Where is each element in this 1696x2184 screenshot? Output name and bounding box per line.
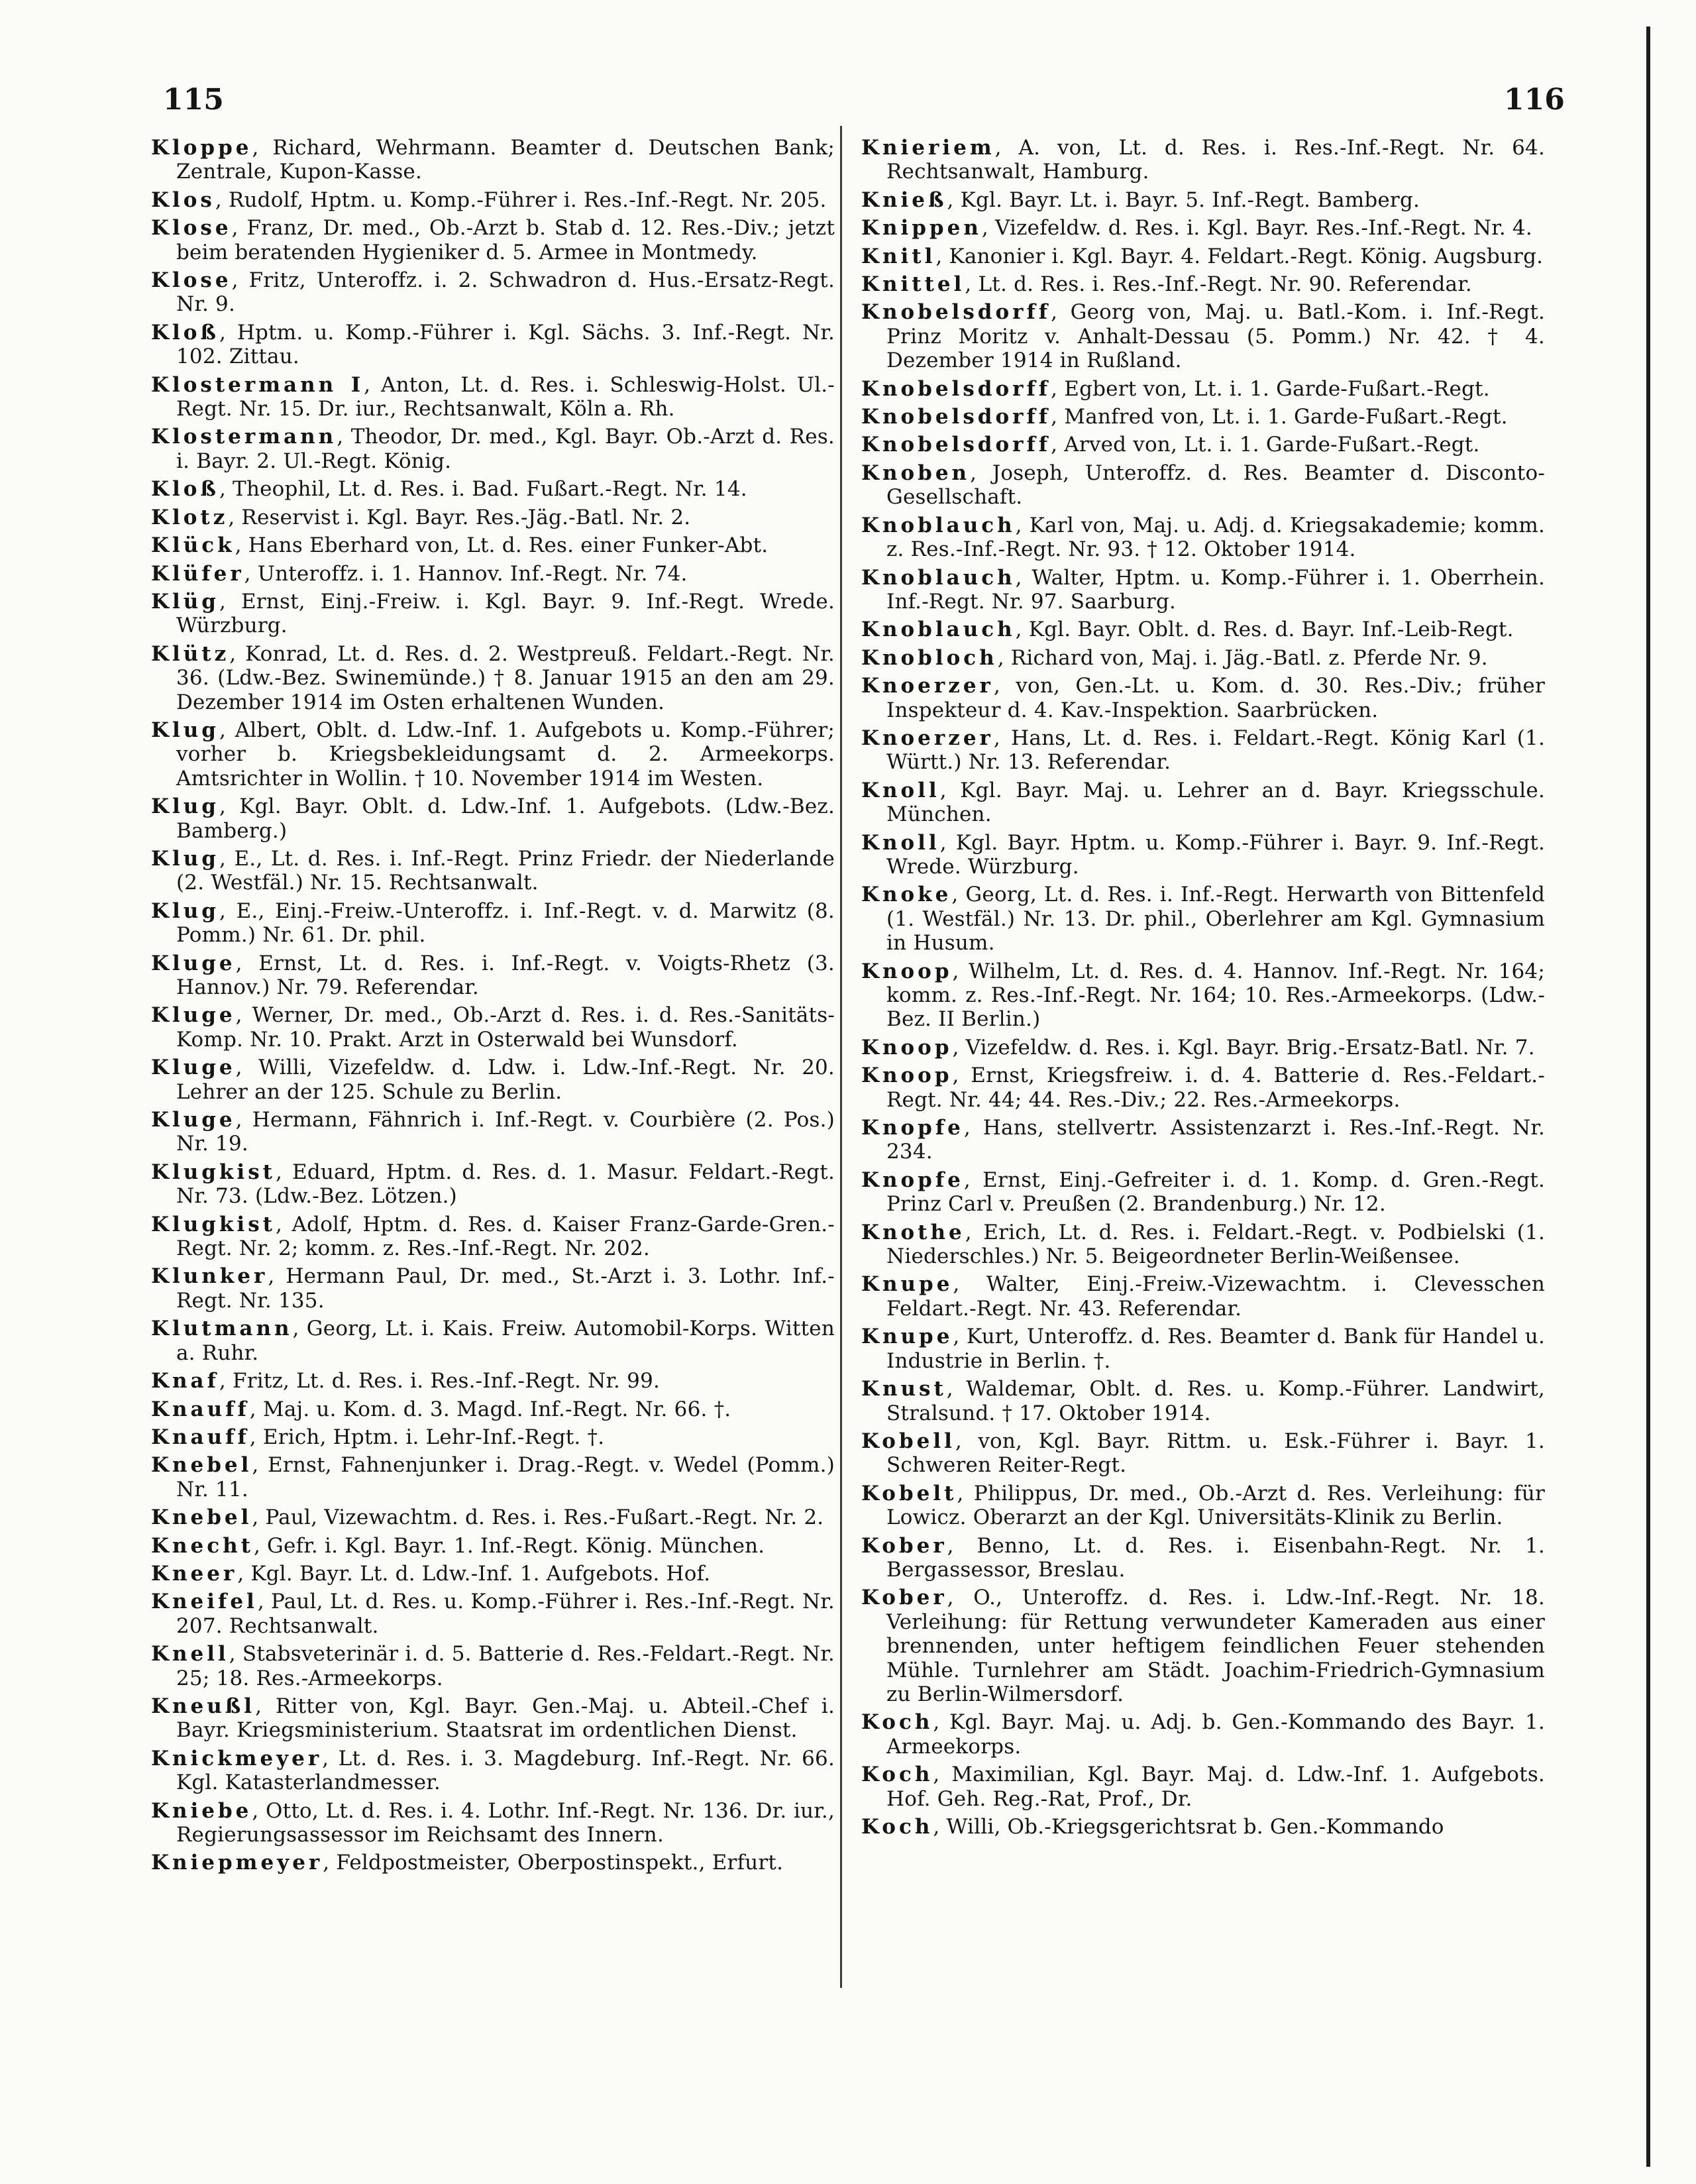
entry [151,1003,835,1052]
entry-text: , Ritter von, Kgl. Bayr. Gen.-Maj. u. Abteil.-Chef i. Bayr. Kriegsministerium. Staatsrat im ordentlichen Dienst. [176,1694,835,1743]
entry [861,188,1545,212]
entry [151,1851,835,1875]
entry-name: Knauff [151,1425,250,1449]
entry [861,1325,1545,1373]
entry [861,1064,1545,1112]
entry-text: , Karl von, Maj. u. Adj. d. Kriegsakademie; komm. z. Res.-Inf.-Regt. Nr. 93. † 12. Oktober 1914. [886,513,1545,562]
entry-text: , Richard von, Maj. i. Jäg.-Batl. z. Pferde Nr. 9. [997,645,1488,670]
entry-name: Knust [861,1377,947,1401]
entry-name: Knoll [861,830,940,855]
entry [151,373,835,421]
entry-name: Knoerzer [861,726,994,750]
entry [861,883,1545,955]
entry [151,794,835,843]
entry-name: Kluge [151,1003,236,1028]
entry [151,1799,835,1847]
entry-name: Knebel [151,1453,252,1478]
entry [861,831,1545,879]
entry-name: Knecht [151,1533,254,1558]
entry-text: , Benno, Lt. d. Res. i. Eisenbahn-Regt. Nr. 1. Bergassessor, Breslau. [886,1533,1545,1582]
entry [861,377,1545,401]
entry [151,1505,835,1529]
entry [151,188,835,212]
entry [151,1397,835,1421]
entry [861,514,1545,562]
entry-name: Knobelsdorff [861,376,1051,401]
entry [861,1534,1545,1582]
entry-name: Kloß [151,320,219,345]
entry-text: , Stabsveterinär i. d. 5. Batterie d. Res.-Feldart.-Regt. Nr. 25; 18. Res.-Armeekorps. [176,1642,835,1690]
entry [151,506,835,529]
page-number-right: 116 [1504,83,1565,117]
entry-name: Klos [151,188,215,212]
entry-text: , Willi, Vizefeldw. d. Ldw. i. Ldw.-Inf.-Regt. Nr. 20. Lehrer an der 125. Schule zu Berlin. [176,1056,835,1104]
entry-name: Klutmann [151,1317,293,1341]
entry-name: Knopfe [861,1168,964,1192]
entry [861,726,1545,775]
entry-name: Knoblauch [861,618,1016,642]
entry [151,1056,835,1104]
entry-text: , Rudolf, Hptm. u. Komp.-Führer i. Res.-Inf.-Regt. Nr. 205. [215,188,827,212]
entry [861,618,1545,641]
entry [151,642,835,714]
entry [861,1036,1545,1060]
entry-text: , Konrad, Lt. d. Res. d. 2. Westpreuß. Feldart.-Regt. Nr. 36. (Ldw.-Bez. Swinemünde.) † 8. Januar 1915 an den am 29. Dezember 1914 im Osten erhaltenen Wunden. [176,641,835,714]
entry-text: , Philippus, Dr. med., Ob.-Arzt d. Res. Verleihung: für Lowicz. Oberarzt an der Kgl. Universitäts-Klinik zu Berlin. [886,1481,1545,1530]
entry-name: Knupe [861,1325,953,1349]
entry [151,1264,835,1313]
entry-text: , Anton, Lt. d. Res. i. Schleswig-Holst. Ul.-Regt. Nr. 15. Dr. iur., Rechtsanwalt, Köln a. Rh. [176,372,835,421]
entry-name: Klostermann I [151,372,364,397]
entry [861,1586,1545,1706]
entry [861,1377,1545,1425]
entry-text: , Hptm. u. Komp.-Führer i. Kgl. Sächs. 3. Inf.-Regt. Nr. 102. Zittau. [176,320,835,369]
entry-name: Kluge [151,951,236,975]
entry-name: Knickmeyer [151,1746,323,1771]
entry-name: Kobell [861,1429,955,1453]
entry-name: Klug [151,794,219,819]
entry-text: , Ernst, Lt. d. Res. i. Inf.-Regt. v. Voigts-Rhetz (3. Hannov.) Nr. 79. Referendar. [176,951,835,999]
entry-text: , Kgl. Bayr. Lt. d. Ldw.-Inf. 1. Aufgebots. Hof. [237,1561,711,1586]
column-divider [840,126,842,1988]
entry-text: , Ernst, Einj.-Gefreiter i. d. 1. Komp. d. Gren.-Regt. Prinz Carl v. Preußen (2. Brandenburg.) Nr. 12. [886,1168,1545,1217]
entry-name: Klug [151,899,219,923]
entry [861,1710,1545,1759]
entry-text: , Joseph, Unteroffz. d. Res. Beamter d. Disconto-Gesellschaft. [886,461,1545,510]
entry-text: , Willi, Ob.-Kriegsgerichtsrat b. Gen.-Kommando [933,1815,1444,1839]
entry-text: , Paul, Vizewachtm. d. Res. i. Res.-Fußart.-Regt. Nr. 2. [252,1505,824,1530]
entry-text: , Adolf, Hptm. d. Res. d. Kaiser Franz-Garde-Gren.-Regt. Nr. 2; komm. z. Res.-Inf.-Regt. Nr. 202. [176,1212,835,1261]
entry-text: , Franz, Dr. med., Ob.-Arzt b. Stab d. 12. Res.-Div.; jetzt beim beratenden Hygieniker d. 5. Armee in Montmedy. [176,216,835,264]
entry-name: Knittel [861,272,965,297]
entry-name: Klug [151,846,219,871]
entry-text: , Ernst, Kriegsfreiw. i. d. 4. Batterie d. Res.-Feldart.-Regt. Nr. 44; 44. Res.-Div.; 22. Res.-Armeekorps. [886,1064,1545,1112]
entry [861,216,1545,240]
entry-name: Klugkist [151,1160,276,1184]
entry-name: Klüg [151,589,219,614]
entry-name: Knieß [861,188,947,212]
entry [151,1534,835,1558]
entry [151,216,835,264]
entry-text: , Erich, Hptm. i. Lehr-Inf.-Regt. †. [249,1425,605,1449]
entry-text: , Hans, stellvertr. Assistenzarzt i. Res.-Inf.-Regt. Nr. 234. [886,1116,1545,1164]
entry-name: Knopfe [861,1116,964,1140]
entry [861,1221,1545,1269]
entry [861,674,1545,722]
entry-name: Knoll [861,778,940,802]
entry [861,1482,1545,1530]
entry-text: , E., Einj.-Freiw.-Unteroffz. i. Inf.-Regt. v. d. Marwitz (8. Pomm.) Nr. 61. Dr. phil. [176,899,835,948]
entry [151,952,835,1000]
entry-name: Kloppe [151,136,252,160]
entry-name: Kloß [151,477,219,502]
entry [151,1317,835,1365]
entry [861,405,1545,429]
entry-name: Kneifel [151,1590,258,1614]
entry-name: Klose [151,268,232,293]
entry-text: , Kgl. Bayr. Oblt. d. Res. d. Bayr. Inf.-Leib-Regt. [1015,618,1514,642]
entry [151,1590,835,1638]
entry [151,425,835,473]
entry-text: , Albert, Oblt. d. Ldw.-Inf. 1. Aufgebots u. Komp.-Führer; vorher b. Kriegsbekleidungsamt d. 2. Armeekorps. Amtsrichter in Wollin. † 10. November 1914 im Westen. [176,718,835,791]
entry-text: , Lt. d. Res. i. 3. Magdeburg. Inf.-Regt. Nr. 66. Kgl. Katasterlandmesser. [176,1746,835,1795]
entry-text: , Maj. u. Kom. d. 3. Magd. Inf.-Regt. Nr. 66. †. [249,1397,731,1421]
entry-name: Kniebe [151,1798,252,1823]
entry-text: , Wilhelm, Lt. d. Res. d. 4. Hannov. Inf.-Regt. Nr. 164; komm. z. Res.-Inf.-Regt. Nr. 164; 10. Res.-Armeekorps. (Ldw.-Bez. II Berlin.) [886,959,1545,1032]
entry-text: , Lt. d. Res. i. Res.-Inf.-Regt. Nr. 90. Referendar. [965,272,1472,297]
entry-text: , Eduard, Hptm. d. Res. d. 1. Masur. Feldart.-Regt. Nr. 73. (Ldw.-Bez. Lötzen.) [176,1160,835,1209]
entry-name: Kober [861,1533,947,1558]
entry [151,1694,835,1743]
entry-name: Knoblauch [861,565,1016,590]
entry [861,136,1545,184]
entry-text: , Paul, Lt. d. Res. u. Komp.-Führer i. Res.-Inf.-Regt. Nr. 207. Rechtsanwalt. [176,1590,835,1638]
entry [861,245,1545,268]
entry-text: , Georg, Lt. i. Kais. Freiw. Automobil-Korps. Witten a. Ruhr. [176,1317,835,1365]
entry-text: , Theodor, Dr. med., Kgl. Bayr. Ob.-Arzt d. Res. i. Bayr. 2. Ul.-Regt. König. [176,425,835,473]
entry-text: , Hermann Paul, Dr. med., St.-Arzt i. 3. Lothr. Inf.-Regt. Nr. 135. [176,1264,835,1313]
entry [151,847,835,895]
entry-text: , Kurt, Unteroffz. d. Res. Beamter d. Bank für Handel u. Industrie in Berlin. †. [886,1325,1545,1373]
entry-name: Knieriem [861,136,995,160]
entry-name: Knauff [151,1397,250,1421]
entry [151,1369,835,1393]
entry-text: , O., Unteroffz. d. Res. i. Ldw.-Inf.-Regt. Nr. 18. Verleihung: für Rettung verwundeter Kameraden aus einer brennenden, unter heftigem feindlichen Feuer stehenden Mühle. Turnlehrer am Städt. Joachim-Friedrich-Gymnasium zu Berlin-Wilmersdorf. [886,1586,1545,1706]
entry [861,1168,1545,1217]
entry [861,1272,1545,1321]
entry [151,1425,835,1449]
entry [151,899,835,948]
entry-text: , Arved von, Lt. i. 1. Garde-Fußart.-Regt. [1051,433,1480,457]
entry-text: , Feldpostmeister, Oberpostinspekt., Erfurt. [323,1851,784,1875]
entry-name: Kniepmeyer [151,1851,323,1875]
entry-text: , A. von, Lt. d. Res. i. Res.-Inf.-Regt. Nr. 64. Rechtsanwalt, Hamburg. [886,136,1545,184]
entry-text: , Egbert von, Lt. i. 1. Garde-Fußart.-Regt. [1051,376,1490,401]
entry-name: Knoben [861,461,971,485]
entry-name: Klück [151,533,235,558]
entry [151,1213,835,1261]
entry [151,1160,835,1209]
entry-text: , von, Gen.-Lt. u. Kom. d. 30. Res.-Div.; früher Inspekteur d. 4. Kav.-Inspektion. Saarbrücken. [886,674,1545,722]
entry-name: Klunker [151,1264,268,1289]
entry [151,533,835,557]
entry-text: , Manfred von, Lt. i. 1. Garde-Fußart.-Regt. [1051,405,1508,429]
entry-name: Kober [861,1586,947,1610]
entry [861,959,1545,1032]
entry-text: , Ernst, Fahnenjunker i. Drag.-Regt. v. Wedel (Pomm.) Nr. 11. [176,1453,835,1502]
entry-text: , Fritz, Unteroffz. i. 2. Schwadron d. Hus.-Ersatz-Regt. Nr. 9. [176,268,835,317]
entry-name: Koch [861,1815,933,1839]
entry-name: Kneer [151,1561,238,1586]
entry-text: , Werner, Dr. med., Ob.-Arzt d. Res. i. d. Res.-Sanitäts-Komp. Nr. 10. Prakt. Arzt in Osterwald bei Wunsdorf. [176,1003,835,1052]
entry-name: Koch [861,1763,933,1787]
entry [861,1815,1545,1839]
entry-text: , Hans Eberhard von, Lt. d. Res. einer Funker-Abt. [235,533,768,558]
entry [151,321,835,369]
entry-name: Knoblauch [861,513,1016,537]
entry-name: Knoerzer [861,674,994,698]
entry-text: , Walter, Einj.-Freiw.-Vizewachtm. i. Clevesschen Feldart.-Regt. Nr. 43. Referendar. [886,1272,1545,1321]
entry-name: Kneußl [151,1694,256,1718]
entry-text: , Maximilian, Kgl. Bayr. Maj. d. Ldw.-Inf. 1. Aufgebots. Hof. Geh. Reg.-Rat, Prof., Dr. [886,1763,1545,1811]
entry-text: , Unteroffz. i. 1. Hannov. Inf.-Regt. Nr. 74. [244,561,688,586]
entry-name: Klütz [151,641,230,666]
entry [151,718,835,791]
entry-name: Klüfer [151,561,244,586]
entry [151,477,835,501]
entry-name: Knoke [861,883,952,907]
entry [861,779,1545,827]
entry-name: Klostermann [151,425,337,449]
entry [861,1429,1545,1478]
column-left [151,136,835,1879]
entry-text: , Kgl. Bayr. Oblt. d. Ldw.-Inf. 1. Aufgebots. (Ldw.-Bez. Bamberg.) [176,794,835,843]
entry [151,268,835,317]
entry-name: Knaf [151,1369,219,1393]
entry [151,1453,835,1502]
entry-text: , Kgl. Bayr. Hptm. u. Komp.-Führer i. Bayr. 9. Inf.-Regt. Wrede. Würzburg. [886,830,1545,879]
entry [151,1747,835,1795]
entry [861,433,1545,457]
entry-name: Knitl [861,244,936,268]
column-right [861,136,1545,1843]
entry-text: , Reservist i. Kgl. Bayr. Res.-Jäg.-Batl. Nr. 2. [228,505,691,529]
entry-text: , Vizefeldw. d. Res. i. Kgl. Bayr. Brig.-Ersatz-Batl. Nr. 7. [952,1035,1535,1060]
entry [151,1562,835,1586]
entry [861,566,1545,614]
entry-text: , Kgl. Bayr. Lt. i. Bayr. 5. Inf.-Regt. Bamberg. [947,188,1420,212]
entry-text: , Hans, Lt. d. Res. i. Feldart.-Regt. König Karl (1. Württ.) Nr. 13. Referendar. [886,726,1545,775]
entry [151,136,835,184]
entry-name: Knippen [861,216,982,241]
entry-name: Klugkist [151,1212,276,1236]
entry-name: Knupe [861,1272,953,1297]
entry-text: , Gefr. i. Kgl. Bayr. 1. Inf.-Regt. König. München. [253,1533,765,1558]
entry-name: Knoop [861,1035,953,1060]
entry-text: , Kgl. Bayr. Maj. u. Adj. b. Gen.-Kommando des Bayr. 1. Armeekorps. [886,1710,1545,1759]
entry-name: Knell [151,1642,229,1666]
entry-name: Klose [151,216,232,241]
entry-text: , von, Kgl. Bayr. Rittm. u. Esk.-Führer i. Bayr. 1. Schweren Reiter-Regt. [886,1429,1545,1478]
entry [861,272,1545,296]
entry-text: , Otto, Lt. d. Res. i. 4. Lothr. Inf.-Regt. Nr. 136. Dr. iur., Regierungsassessor im Reichsamt des Innern. [176,1798,835,1847]
entry-text: , Walter, Hptm. u. Komp.-Führer i. 1. Oberrhein. Inf.-Regt. Nr. 97. Saarburg. [886,565,1545,614]
entry-text: , Kgl. Bayr. Maj. u. Lehrer an d. Bayr. Kriegsschule. München. [886,778,1545,827]
entry-name: Koch [861,1710,933,1735]
entry-name: Kluge [151,1108,236,1132]
entry-text: , Fritz, Lt. d. Res. i. Res.-Inf.-Regt. Nr. 99. [219,1369,661,1393]
entry-name: Knothe [861,1220,965,1244]
entry-name: Knobloch [861,645,998,670]
entry-text: , Vizefeldw. d. Res. i. Kgl. Bayr. Res.-Inf.-Regt. Nr. 4. [981,216,1532,241]
entry-text: , Erich, Lt. d. Res. i. Feldart.-Regt. v. Podbielski (1. Niederschles.) Nr. 5. Beigeordneter Berlin-Weißensee. [886,1220,1545,1269]
entry-name: Knobelsdorff [861,300,1051,325]
entry [861,646,1545,670]
entry-name: Kobelt [861,1481,957,1505]
entry-text: , Richard, Wehrmann. Beamter d. Deutschen Bank; Zentrale, Kupon-Kasse. [176,136,835,184]
page-number-left: 115 [163,83,224,117]
entry-name: Knobelsdorff [861,405,1051,429]
entry-text: , Georg von, Maj. u. Batl.-Kom. i. Inf.-Regt. Prinz Moritz v. Anhalt-Dessau (5. Pomm.) Nr. 42. † 4. Dezember 1914 in Rußland. [886,300,1545,373]
entry-text: , Theophil, Lt. d. Res. i. Bad. Fußart.-Regt. Nr. 14. [219,477,747,502]
entry-text: , Georg, Lt. d. Res. i. Inf.-Regt. Herwarth von Bittenfeld (1. Westfäl.) Nr. 13. Dr. phil., Oberlehrer am Kgl. Gymnasium in Husum. [886,883,1545,956]
entry [151,590,835,638]
entry-text: , Hermann, Fähnrich i. Inf.-Regt. v. Courbière (2. Pos.) Nr. 19. [176,1108,835,1156]
entry [861,300,1545,372]
entry [151,562,835,586]
entry [151,1642,835,1690]
entry [861,1116,1545,1164]
entry-text: , Ernst, Einj.-Freiw. i. Kgl. Bayr. 9. Inf.-Regt. Wrede. Würzburg. [176,589,835,638]
entry-name: Knoop [861,1064,953,1088]
entry-text: , E., Lt. d. Res. i. Inf.-Regt. Prinz Friedr. der Niederlande (2. Westfäl.) Nr. 15. Rechtsanwalt. [176,846,835,895]
entry-name: Kluge [151,1056,236,1080]
entry-name: Klug [151,718,219,742]
entry-name: Knobelsdorff [861,433,1051,457]
entry [861,461,1545,510]
entry-name: Klotz [151,505,229,529]
entry-text: , Kanonier i. Kgl. Bayr. 4. Feldart.-Regt. König. Augsburg. [935,244,1544,268]
entry-name: Knebel [151,1505,252,1530]
binding-edge-line [1646,27,1650,2167]
entry-text: , Waldemar, Oblt. d. Res. u. Komp.-Führer. Landwirt, Stralsund. † 17. Oktober 1914. [886,1377,1545,1425]
entry-name: Knoop [861,959,953,983]
entry [151,1108,835,1156]
entry [861,1763,1545,1811]
